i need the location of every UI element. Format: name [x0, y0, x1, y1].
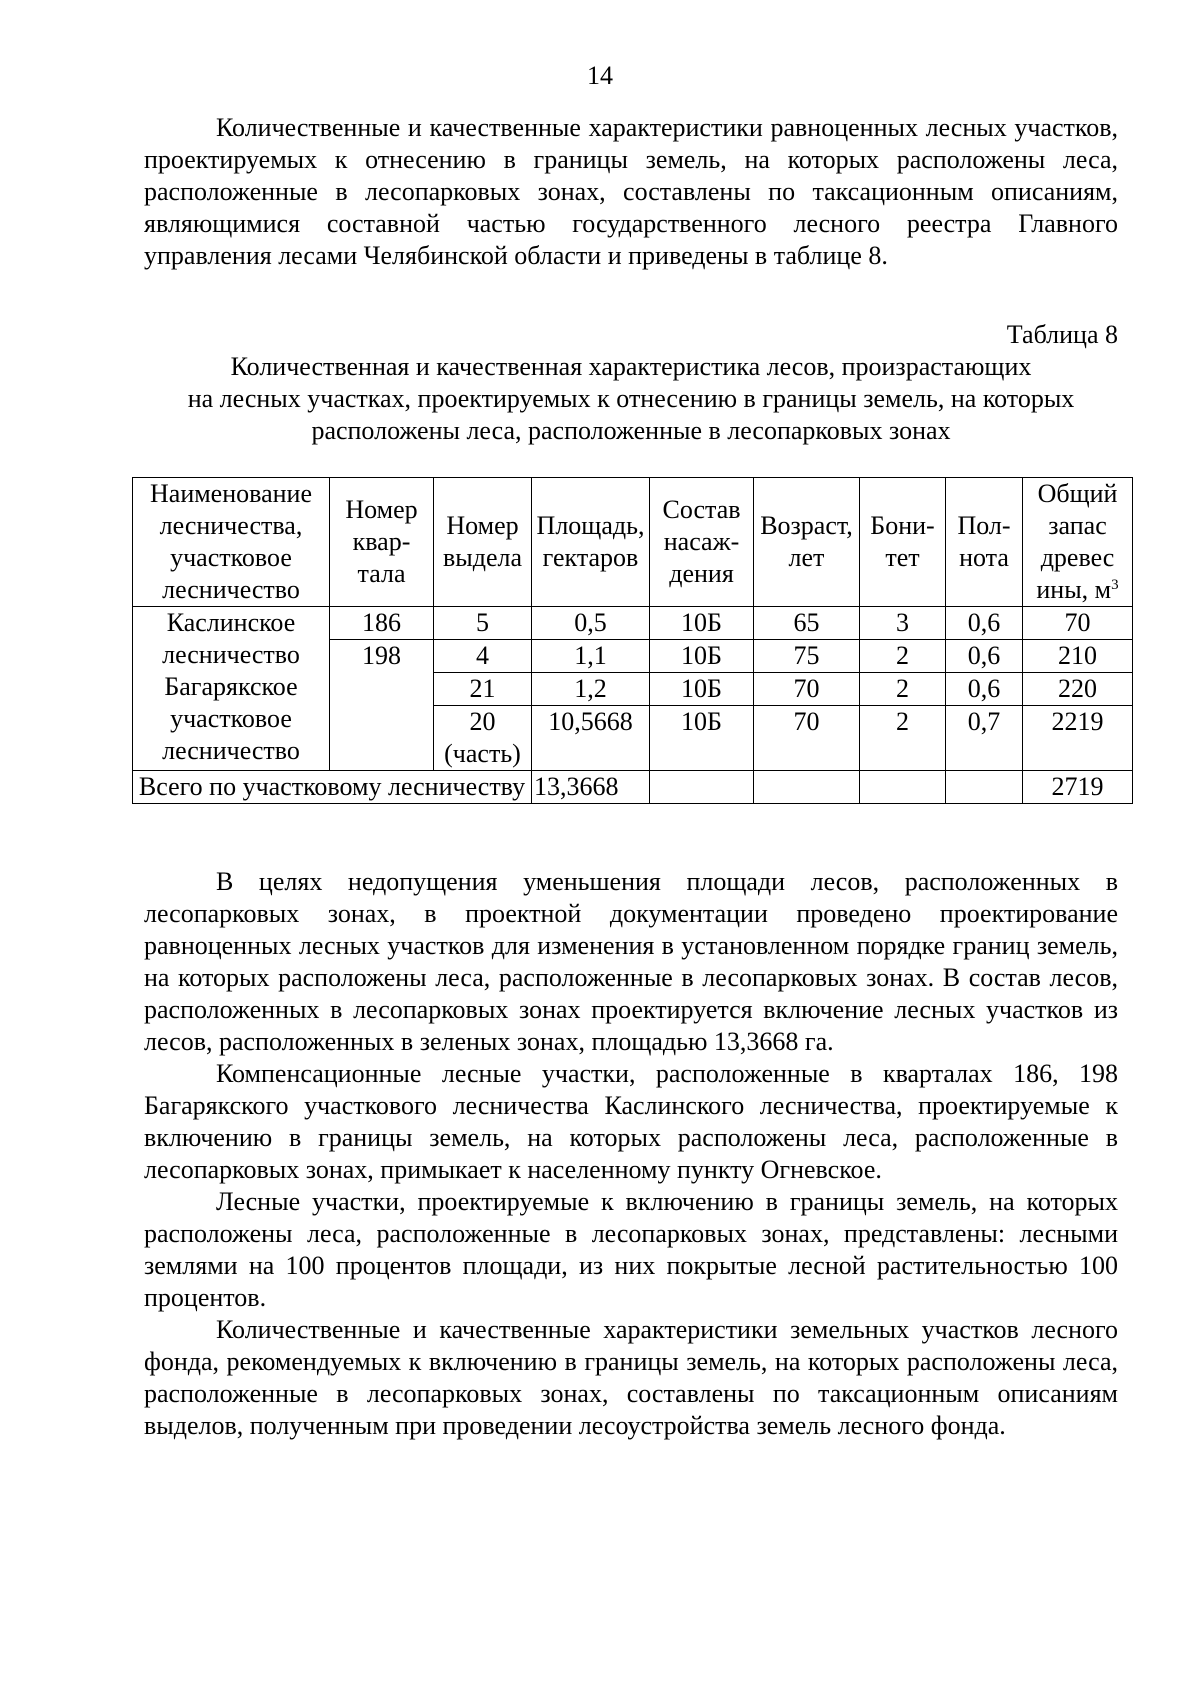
cell-empty — [860, 771, 946, 804]
body-paragraph: Компенсационные лесные участки, расположенные в кварталах 186, 198 Багарякского участкового лесничества Каслинского лесничества, проектируемые к включению в границы земель, на которых расположены леса, расположенные в лесопарковых зонах, примыкает к населенному пункту Огневское. — [144, 1059, 1118, 1184]
cell-composition: 10Б — [650, 706, 754, 771]
cell-allotment: 5 — [434, 607, 532, 640]
header-density: Пол-нота — [946, 478, 1023, 607]
cell-bonitet: 3 — [860, 607, 946, 640]
table-total-row — [133, 771, 1133, 804]
cell-bonitet: 2 — [860, 640, 946, 673]
cell-density: 0,7 — [946, 706, 1023, 771]
intro-paragraph: Количественные и качественные характеристики равноценных лесных участков, проектируемых к отнесению в границы земель, на которых расположены леса, расположенные в лесопарковых зонах, составлены по таксационным описаниям, являющимися составной частью государственного лесного реестра Главного управления лесами Челябинской области и приведены в таблице 8. — [144, 113, 1118, 270]
header-stock — [1023, 478, 1133, 607]
cell-total-stock: 2719 — [1023, 771, 1133, 804]
table-label: Таблица 8 — [1006, 320, 1118, 349]
cell-age: 70 — [754, 673, 860, 706]
cell-quarter: 186 — [330, 607, 434, 640]
table-caption — [144, 351, 1118, 447]
body-paragraph: Лесные участки, проектируемые к включению в границы земель, на которых расположены леса, расположенные в лесопарковых зонах, представлены: лесными землями на 100 процентов площади, из них покрытые лесной растительностью 100 процентов. — [144, 1187, 1118, 1312]
cell-allotment: 20 (часть) — [434, 706, 532, 771]
cell-age: 70 — [754, 706, 860, 771]
table-caption-line: расположены леса, расположенные в лесопарковых зонах — [311, 416, 951, 445]
cell-area: 1,1 — [532, 640, 650, 673]
header-stock-unit-exponent: 3 — [1111, 577, 1119, 593]
table-header-row — [133, 478, 1133, 607]
header-age: Возраст, лет — [754, 478, 860, 607]
cell-empty — [650, 771, 754, 804]
table-row — [133, 607, 1133, 640]
cell-stock: 220 — [1023, 673, 1133, 706]
cell-stock: 210 — [1023, 640, 1133, 673]
table-caption-line: на лесных участках, проектируемых к отнесению в границы земель, на которых — [187, 384, 1075, 413]
cell-total-area: 13,3668 — [532, 771, 650, 804]
cell-density: 0,6 — [946, 640, 1023, 673]
cell-composition: 10Б — [650, 640, 754, 673]
cell-allotment: 4 — [434, 640, 532, 673]
cell-allotment: 21 — [434, 673, 532, 706]
cell-empty — [754, 771, 860, 804]
header-composition: Состав насаж-дения — [650, 478, 754, 607]
header-allotment: Номер выдела — [434, 478, 532, 607]
cell-stock: 70 — [1023, 607, 1133, 640]
cell-bonitet: 2 — [860, 673, 946, 706]
body-paragraph: В целях недопущения уменьшения площади лесов, расположенных в лесопарковых зонах, в проектной документации проведено проектирование равноценных лесных участков для изменения в установленном порядке границ земель, на которых расположены леса, расположенные в лесопарковых зонах. В состав лесов, расположенных в лесопарковых зонах проектируется включение лесных участков из лесов, расположенных в зеленых зонах, площадью 13,3668 га. — [144, 867, 1118, 1056]
header-quarter: Номер квар-тала — [330, 478, 434, 607]
cell-empty — [946, 771, 1023, 804]
cell-quarter: 198 — [330, 640, 434, 771]
body-text — [144, 866, 1118, 1442]
cell-area: 10,5668 — [532, 706, 650, 771]
cell-density: 0,6 — [946, 607, 1023, 640]
page-number: 14 — [587, 61, 613, 90]
table-caption-line: Количественная и качественная характеристика лесов, произрастающих — [230, 352, 1032, 381]
header-forestry: Наименование лесничества, участковое лесничество — [133, 478, 330, 607]
forest-characteristics-table-wrap — [132, 477, 1132, 804]
cell-age: 65 — [754, 607, 860, 640]
body-paragraph: Количественные и качественные характеристики земельных участков лесного фонда, рекомендуемых к включению в границы земель, на которых расположены леса, расположенные в лесопарковых зонах, составлены по таксационным описаниям выделов, полученным при проведении лесоустройства земель лесного фонда. — [144, 1315, 1118, 1440]
header-stock-text: Общий запас древес ины, м — [1036, 479, 1118, 604]
header-area: Площадь, гектаров — [532, 478, 650, 607]
cell-bonitet: 2 — [860, 706, 946, 771]
cell-age: 75 — [754, 640, 860, 673]
forest-characteristics-table — [132, 477, 1133, 804]
cell-forestry-name: Каслинское лесничество Багарякское участковое лесничество — [133, 607, 330, 771]
cell-area: 0,5 — [532, 607, 650, 640]
cell-density: 0,6 — [946, 673, 1023, 706]
header-bonitet: Бони-тет — [860, 478, 946, 607]
cell-total-label: Всего по участковому лесничеству — [133, 771, 532, 804]
cell-area: 1,2 — [532, 673, 650, 706]
cell-stock: 2219 — [1023, 706, 1133, 771]
cell-composition: 10Б — [650, 673, 754, 706]
cell-composition: 10Б — [650, 607, 754, 640]
